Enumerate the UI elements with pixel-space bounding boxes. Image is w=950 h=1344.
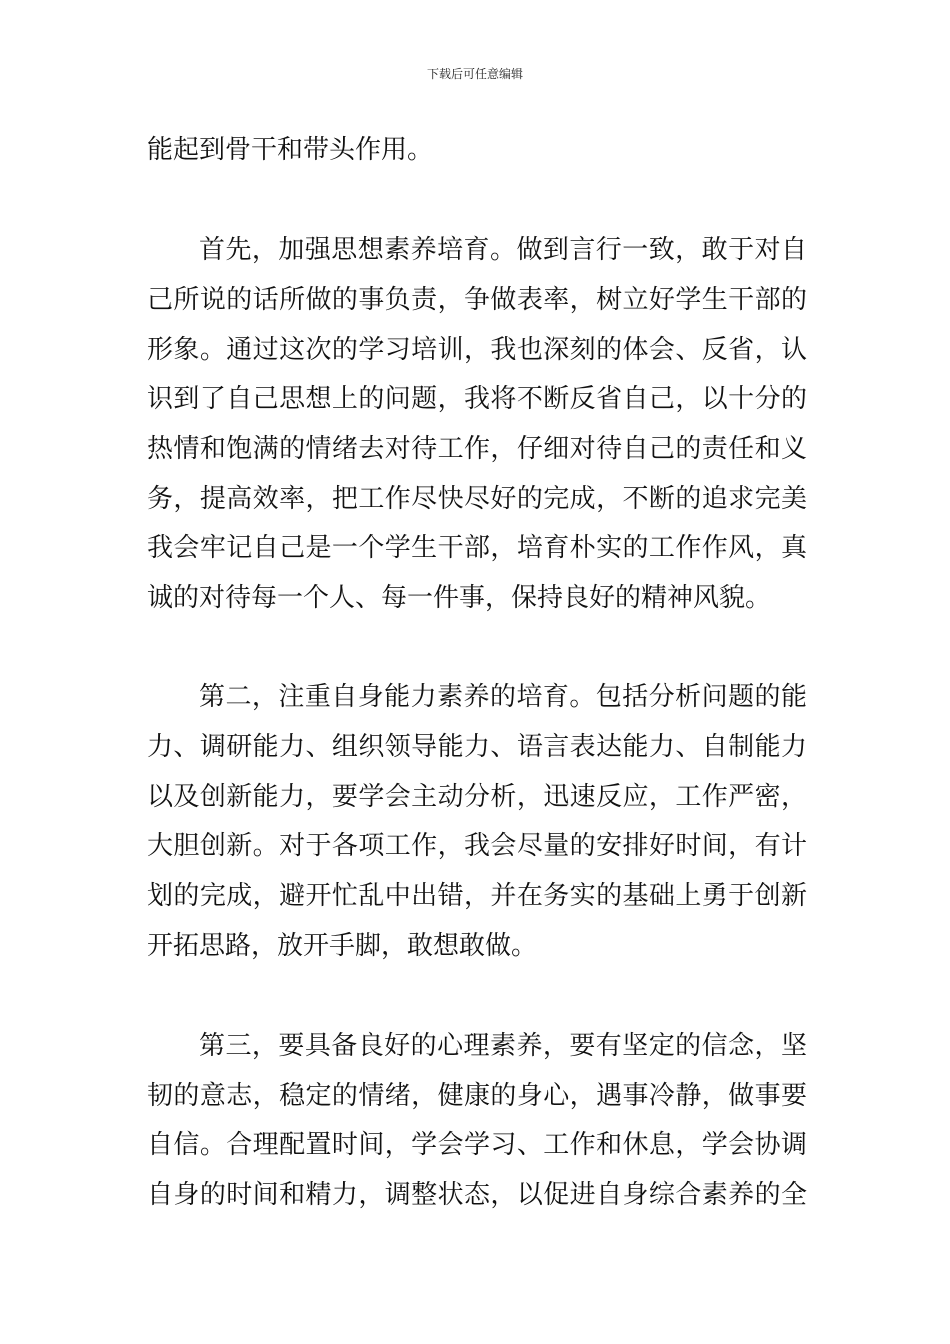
text-line: 韧的意志，稳定的情绪，健康的身心，遇事冷静，做事要 <box>147 1081 807 1111</box>
text-line: 热情和饱满的情绪去对待工作，仔细对待自己的责任和义 <box>147 434 807 464</box>
text-line: 大胆创新。对于各项工作，我会尽量的安排好时间，有计 <box>147 831 807 861</box>
text-line: 开拓思路，放开手脚，敢想敢做。 <box>147 931 538 961</box>
text-line: 形象。通过这次的学习培训，我也深刻的体会、反省，认 <box>147 335 807 365</box>
paragraph-first-line: 首先，加强思想素养培育。做到言行一致，敢于对自 <box>199 235 807 265</box>
text-line: 自信。合理配置时间，学会学习、工作和休息，学会协调 <box>147 1130 807 1160</box>
text-line: 识到了自己思想上的问题，我将不断反省自己，以十分的 <box>147 384 807 414</box>
text-line: 自身的时间和精力，调整状态，以促进自身综合素养的全 <box>147 1180 807 1210</box>
text-line: 诚的对待每一个人、每一件事，保持良好的精神风貌。 <box>147 583 772 613</box>
text-line: 己所说的话所做的事负责，争做表率，树立好学生干部的 <box>147 285 807 315</box>
page-header-note: 下载后可任意编辑 <box>426 67 523 81</box>
text-line: 划的完成，避开忙乱中出错，并在务实的基础上勇于创新 <box>147 881 807 911</box>
text-line: 以及创新能力，要学会主动分析，迅速反应，工作严密， <box>147 782 807 812</box>
paragraph-first-line: 第三，要具备良好的心理素养，要有坚定的信念，坚 <box>199 1031 807 1061</box>
paragraph-first-line: 第二，注重自身能力素养的培育。包括分析问题的能 <box>199 682 807 712</box>
text-line: 力、调研能力、组织领导能力、语言表达能力、自制能力 <box>147 732 807 762</box>
text-line: 我会牢记自己是一个学生干部，培育朴实的工作作风，真 <box>147 533 807 563</box>
text-line: 能起到骨干和带头作用。 <box>147 135 434 165</box>
text-line: 务，提高效率，把工作尽快尽好的完成，不断的追求完美 <box>147 484 807 514</box>
